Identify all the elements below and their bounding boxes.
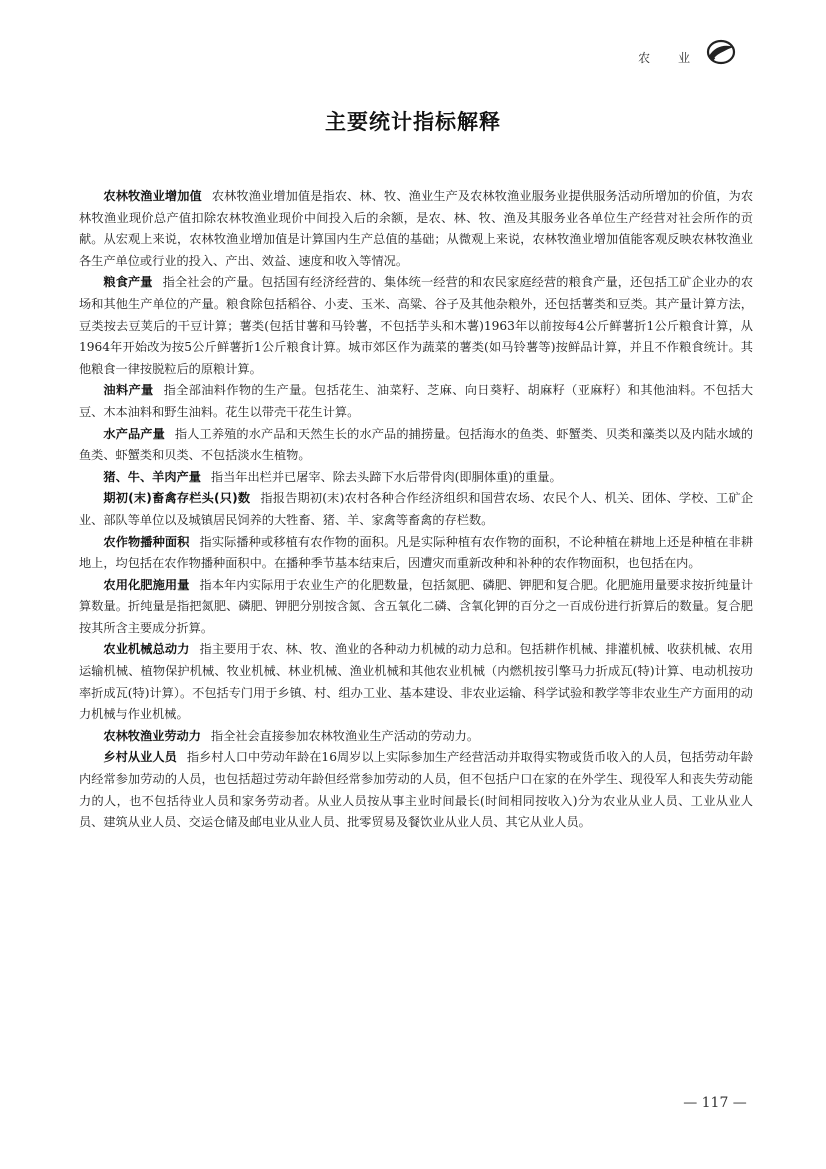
entry-text: 指报告期初(末)农村各种合作经济组织和国营农场、农民个人、机关、团体、学校、工矿企业、部队等单位以及城镇居民饲养的大牲畜、猪、羊、家禽等畜禽的存栏数。 [79, 491, 754, 527]
entry-term: 水产品产量 [103, 426, 165, 441]
entry-text: 指乡村人口中劳动年龄在16周岁以上实际参加生产经营活动并取得实物或货币收入的人员，包括劳动年龄内经常参加劳动的人员，也包括超过劳动年龄但经常参加劳动的人员，但不包括户口在家的在外学生、现役军人和丧失劳动能力的人，也不包括待业人员和家务劳动者。从业人员按从事主业时间最长(时间相同按收入)分为农业从业人员、工业从业人员、建筑从业人员、交运仓储及邮电业从业人员、批零贸易及餐饮业从业人员、其它从业人员。 [79, 750, 754, 830]
entry-term: 粮食产量 [103, 275, 153, 290]
entry-term: 农林牧渔业增加值 [103, 189, 202, 203]
entry-term: 农林牧渔业劳动力 [103, 728, 201, 743]
entry-text: 农林牧渔业增加值是指农、林、牧、渔业生产及农林牧渔业服务业提供服务活动所增加的价值，为农林牧渔业现价总产值扣除农林牧渔业现价中间投入后的余额，是农、林、牧、渔及其服务业各单位生产经营对社会所作的贡献。从宏观上来说，农林牧渔业增加值是计算国内生产总值的基础；从微观上来说，农林牧渔业增加值能客观反映农林牧渔业各生产单位或行业的投入、产出、效益、速度和收入等情况。 [79, 189, 754, 268]
entry-rural-employees [79, 747, 753, 833]
entry-term: 期初(末)畜禽存栏头(只)数 [103, 491, 251, 506]
page-title: 主要统计指标解释 [325, 110, 501, 134]
entry-text: 指当年出栏并已屠宰、除去头蹄下水后带骨肉(即胴体重)的重量。 [210, 469, 562, 484]
entry-term: 农业机械总动力 [103, 642, 190, 657]
entry-term: 油料产量 [103, 383, 154, 398]
entry-livestock-stock [79, 488, 753, 531]
entry-oil-crops-output [79, 380, 753, 423]
running-header-section: 农 业 [638, 51, 702, 65]
entry-term: 农用化肥施用量 [103, 577, 190, 592]
page-number: — 117 — [683, 1095, 747, 1111]
entry-meat-output [79, 467, 753, 489]
entry-sown-area [79, 532, 753, 575]
entry-term: 乡村从业人员 [103, 750, 177, 765]
entry-text: 指人工养殖的水产品和天然生长的水产品的捕捞量。包括海水的鱼类、虾蟹类、贝类和藻类以及内陆水域的鱼类、虾蟹类和贝类、不包括淡水生植物。 [79, 426, 754, 463]
entry-text: 指全部油料作物的生产量。包括花生、油菜籽、芝麻、向日葵籽、胡麻籽（亚麻籽）和其他油料。不包括大豆、木本油料和野生油料。花生以带壳干花生计算。 [79, 383, 754, 419]
entry-text: 指本年内实际用于农业生产的化肥数量，包括氮肥、磷肥、钾肥和复合肥。化肥施用量要求按折纯量计算数量。折纯量是指把氮肥、磷肥、钾肥分别按含氮、含五氧化二磷、含氧化钾的百分之一百成份进行折算后的数量。复合肥按其所含主要成分折算。 [79, 577, 754, 635]
entry-labor-force [79, 726, 753, 748]
entry-fertilizer-use [79, 575, 753, 640]
entry-term: 猪、牛、羊肉产量 [103, 469, 201, 484]
entry-text: 指实际播种或移植有农作物的面积。凡是实际种植有农作物的面积，不论种植在耕地上还是种植在非耕地上，均包括在农作物播种面积中。在播种季节基本结束后，因遭灾而重新改种和补种的农作物面积，也包括在内。 [79, 534, 754, 571]
entry-value-added [79, 186, 753, 272]
entry-term: 农作物播种面积 [103, 534, 190, 549]
entry-machinery-power [79, 639, 753, 725]
agriculture-logo-icon [705, 38, 737, 66]
indicator-definitions [79, 186, 753, 834]
entry-aquatic-output [79, 424, 753, 467]
entry-text: 指主要用于农、林、牧、渔业的各种动力机械的动力总和。包括耕作机械、排灌机械、收获机械、农用运输机械、植物保护机械、牧业机械、林业机械、渔业机械和其他农业机械（内燃机按引擎马力折成瓦(特)计算、电动机按功率折成瓦(特)计算）。不包括专门用于乡镇、村、组办工业、基本建设、非农业运输、科学试验和教学等非农业生产方面用的动力机械与作业机械。 [79, 642, 754, 722]
entry-grain-output [79, 272, 753, 380]
entry-text: 指全社会直接参加农林牧渔业生产活动的劳动力。 [210, 728, 480, 743]
entry-text: 指全社会的产量。包括国有经济经营的、集体统一经营的和农民家庭经营的粮食产量，还包括工矿企业办的农场和其他生产单位的产量。粮食除包括稻谷、小麦、玉米、高粱、谷子及其他杂粮外，还包括薯类和豆类。其产量计算方法，豆类按去豆荚后的干豆计算；薯类(包括甘薯和马铃薯，不包括芋头和木薯)1963年以前按每4公斤鲜薯折1公斤粮食计算，从1964年开始改为按5公斤鲜薯折1公斤粮食计算。城市郊区作为蔬菜的薯类(如马铃薯等)按鲜品计算，并且不作粮食统计。其他粮食一律按脱粒后的原粮计算。 [79, 275, 754, 376]
